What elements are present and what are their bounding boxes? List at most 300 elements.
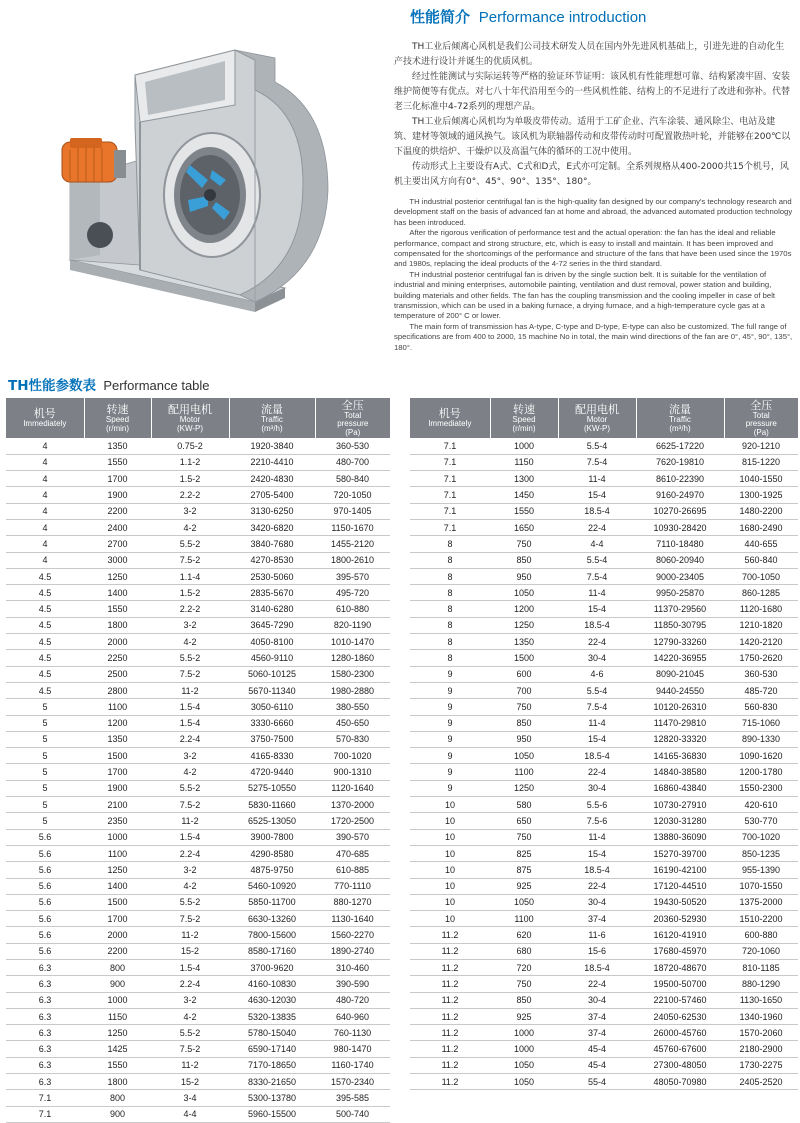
cell-speed: 1000 <box>84 829 151 845</box>
cell-traffic: 8610-22390 <box>636 471 724 487</box>
cell-speed: 1400 <box>84 878 151 894</box>
cell-traffic: 5275-10550 <box>229 780 315 796</box>
cell-traffic: 16860-43840 <box>636 780 724 796</box>
cell-traffic: 16190-42100 <box>636 862 724 878</box>
column-header-cn: 全压 <box>750 398 773 412</box>
cell-machine-no: 8 <box>410 634 490 650</box>
cell-motor: 11-6 <box>558 927 636 943</box>
cell-speed: 1300 <box>490 471 558 487</box>
cell-speed: 3000 <box>84 552 151 568</box>
cell-traffic: 6590-17140 <box>229 1041 315 1057</box>
column-header-en: Speed <box>105 415 130 424</box>
cell-machine-no: 5 <box>6 715 84 731</box>
intro-en-paragraph: TH industrial posterior centrifugal fan is driven by the single suction belt. It is suitable for the ventilation of industrial and mining enterprises, automobile painting, ventilation and dust removal, power station and building, building materials and other fields. The fan has the coupling transmission and the cooling impeller in case of belt transmission, which can be used in a baking furnace, a drying furnace, and a high-temperature cycle gas at a temperature of 200° C or lower. <box>394 269 776 321</box>
cell-pressure: 1455-2120 <box>315 536 390 552</box>
cell-pressure: 900-1310 <box>315 764 390 780</box>
cell-pressure: 530-770 <box>724 813 798 829</box>
cell-pressure: 1375-2000 <box>724 894 798 910</box>
cell-motor: 30-4 <box>558 650 636 666</box>
cell-machine-no: 5 <box>6 813 84 829</box>
cell-speed: 1550 <box>84 1057 151 1073</box>
cell-speed: 1250 <box>84 862 151 878</box>
cell-pressure: 1570-2060 <box>724 1025 798 1041</box>
table-row <box>6 748 390 764</box>
cell-machine-no: 5.6 <box>6 894 84 910</box>
cell-traffic: 45760-67600 <box>636 1041 724 1057</box>
cell-speed: 1700 <box>84 764 151 780</box>
cell-speed: 650 <box>490 813 558 829</box>
centrifugal-fan-image <box>40 30 340 350</box>
cell-machine-no: 9 <box>410 780 490 796</box>
table-row <box>6 519 390 535</box>
cell-traffic: 20360-52930 <box>636 911 724 927</box>
cell-machine-no: 7.1 <box>410 438 490 454</box>
cell-speed: 850 <box>490 715 558 731</box>
cell-motor: 7.5-4 <box>558 699 636 715</box>
cell-machine-no: 9 <box>410 764 490 780</box>
cell-machine-no: 5 <box>6 748 84 764</box>
cell-machine-no: 6.3 <box>6 1074 84 1090</box>
cell-machine-no: 4.5 <box>6 666 84 682</box>
cell-traffic: 12030-31280 <box>636 813 724 829</box>
cell-motor: 37-4 <box>558 1025 636 1041</box>
cell-speed: 1250 <box>490 780 558 796</box>
cell-machine-no: 4 <box>6 471 84 487</box>
cell-motor: 4-2 <box>151 519 229 535</box>
cell-motor: 7.5-2 <box>151 797 229 813</box>
cell-pressure: 560-840 <box>724 552 798 568</box>
cell-pressure: 1010-1470 <box>315 634 390 650</box>
cell-pressure: 390-570 <box>315 829 390 845</box>
cell-motor: 3-2 <box>151 862 229 878</box>
cell-machine-no: 11.2 <box>410 976 490 992</box>
table-row <box>410 487 798 503</box>
cell-speed: 1550 <box>490 503 558 519</box>
column-header-motor <box>151 398 229 438</box>
cell-motor: 7.5-2 <box>151 1041 229 1057</box>
cell-machine-no: 5.6 <box>6 829 84 845</box>
column-header-en: Immediately <box>428 419 472 429</box>
cell-motor: 30-4 <box>558 894 636 910</box>
cell-speed: 1350 <box>84 438 151 454</box>
cell-machine-no: 5 <box>6 764 84 780</box>
table-row <box>6 650 390 666</box>
cell-traffic: 3330-6660 <box>229 715 315 731</box>
cell-traffic: 5460-10920 <box>229 878 315 894</box>
cell-traffic: 10930-28420 <box>636 519 724 535</box>
cell-speed: 2100 <box>84 797 151 813</box>
column-header-speed <box>84 398 151 438</box>
intro-en-paragraph: TH industrial posterior centrifugal fan is the high-quality fan designed by our company's technology research and development staff on the basis of advanced fan at home and abroad, the advanced automated production technology has been introduced. <box>394 197 793 227</box>
cell-traffic: 9440-24550 <box>636 682 724 698</box>
cell-motor: 45-4 <box>558 1057 636 1073</box>
table-row <box>6 715 390 731</box>
cell-traffic: 6630-13260 <box>229 911 315 927</box>
cell-speed: 800 <box>84 1090 151 1106</box>
cell-machine-no: 9 <box>410 731 490 747</box>
cell-motor: 1.5-2 <box>151 585 229 601</box>
cell-pressure: 1560-2270 <box>315 927 390 943</box>
table-row <box>410 536 798 552</box>
table-row <box>410 829 798 845</box>
cell-machine-no: 8 <box>410 601 490 617</box>
table-row <box>410 1074 798 1090</box>
table-row <box>410 519 798 535</box>
cell-motor: 22-4 <box>558 519 636 535</box>
cell-motor: 5.5-2 <box>151 780 229 796</box>
intro-en-paragraph: The main form of transmission has A-type, C-type and D-type, E-type can also be customized. The full range of specifications are from 400 to 2000, 15 machine No in total, the main wind directions of the fan are 0°, 45°, 90°, 135°, 180°. <box>394 321 793 352</box>
table-row <box>6 1106 390 1122</box>
table-row <box>410 894 798 910</box>
column-header-en: pressure <box>337 419 369 429</box>
cell-speed: 1000 <box>490 1041 558 1057</box>
cell-machine-no: 4 <box>6 503 84 519</box>
cell-motor: 7.5-2 <box>151 911 229 927</box>
cell-traffic: 3050-6110 <box>229 699 315 715</box>
table-row <box>6 829 390 845</box>
cell-machine-no: 9 <box>410 666 490 682</box>
column-header-cn: 配用电机 <box>575 403 619 416</box>
performance-table-right <box>410 398 798 1090</box>
table-row <box>6 699 390 715</box>
cell-traffic: 10270-26695 <box>636 503 724 519</box>
cell-motor: 5.5-6 <box>558 797 636 813</box>
cell-motor: 2.2-4 <box>151 845 229 861</box>
cell-speed: 1900 <box>84 487 151 503</box>
column-header-cn: 流量 <box>669 403 691 416</box>
cell-pressure: 880-1290 <box>724 976 798 992</box>
cell-speed: 1500 <box>84 748 151 764</box>
intro-cn-paragraph: TH工业后倾离心风机是我们公司技术研发人员在国内外先进风机基础上，引进先进的自动化生产技术进行设计并诞生的优质风机。 <box>394 42 785 67</box>
cell-motor: 4-6 <box>558 666 636 682</box>
cell-pressure: 1130-1650 <box>724 992 798 1008</box>
cell-motor: 7.5-2 <box>151 552 229 568</box>
cell-machine-no: 4.5 <box>6 601 84 617</box>
cell-speed: 2700 <box>84 536 151 552</box>
table-row <box>410 748 798 764</box>
cell-speed: 620 <box>490 927 558 943</box>
table-row <box>410 976 798 992</box>
cell-traffic: 12790-33260 <box>636 634 724 650</box>
cell-speed: 1050 <box>490 1057 558 1073</box>
cell-motor: 37-4 <box>558 1008 636 1024</box>
cell-traffic: 8090-21045 <box>636 666 724 682</box>
cell-speed: 950 <box>490 568 558 584</box>
intro-cn-text <box>394 40 792 190</box>
cell-motor: 15-4 <box>558 487 636 503</box>
cell-traffic: 5670-11340 <box>229 682 315 698</box>
cell-speed: 1550 <box>84 454 151 470</box>
cell-pressure: 880-1270 <box>315 894 390 910</box>
table-row <box>410 699 798 715</box>
cell-traffic: 14220-36955 <box>636 650 724 666</box>
cell-traffic: 8330-21650 <box>229 1074 315 1090</box>
cell-pressure: 2180-2900 <box>724 1041 798 1057</box>
cell-traffic: 14165-36830 <box>636 748 724 764</box>
cell-traffic: 8580-17160 <box>229 943 315 959</box>
table-row <box>6 862 390 878</box>
table-title-en: Performance table <box>103 378 210 393</box>
cell-machine-no: 5 <box>6 797 84 813</box>
cell-traffic: 19500-50700 <box>636 976 724 992</box>
cell-traffic: 11370-29560 <box>636 601 724 617</box>
cell-pressure: 570-830 <box>315 731 390 747</box>
table-row <box>410 715 798 731</box>
cell-motor: 1.5-4 <box>151 715 229 731</box>
column-header-en: (Pa) <box>753 427 769 437</box>
cell-speed: 1050 <box>490 894 558 910</box>
cell-traffic: 3750-7500 <box>229 731 315 747</box>
cell-pressure: 970-1405 <box>315 503 390 519</box>
column-header-cn: 机号 <box>438 407 461 421</box>
cell-pressure: 1160-1740 <box>315 1057 390 1073</box>
table-row <box>6 1090 390 1106</box>
table-row <box>410 878 798 894</box>
column-header-machine-no <box>6 398 84 438</box>
cell-machine-no: 10 <box>410 829 490 845</box>
cell-machine-no: 4 <box>6 454 84 470</box>
cell-traffic: 19430-50520 <box>636 894 724 910</box>
cell-traffic: 13880-36090 <box>636 829 724 845</box>
cell-pressure: 380-550 <box>315 699 390 715</box>
cell-motor: 2.2-2 <box>151 601 229 617</box>
cell-machine-no: 7.1 <box>410 454 490 470</box>
intro-cn-paragraph: 经过性能测试与实际运转等严格的验证环节证明：该风机有性能理想可靠、结构紧凑牢固、安装维护简便等有优点。对七八十年代沿用至今的一些风机性能、结构上的不足进行了改进和弥补。代替老三化标准中4-72系列的理想产品。 <box>394 72 791 112</box>
cell-speed: 750 <box>490 829 558 845</box>
cell-pressure: 980-1470 <box>315 1041 390 1057</box>
cell-speed: 1150 <box>490 454 558 470</box>
cell-traffic: 2420-4830 <box>229 471 315 487</box>
cell-machine-no: 8 <box>410 617 490 633</box>
cell-traffic: 5830-11660 <box>229 797 315 813</box>
cell-pressure: 1370-2000 <box>315 797 390 813</box>
cell-speed: 1050 <box>490 748 558 764</box>
cell-traffic: 2530-5060 <box>229 568 315 584</box>
cell-motor: 5.5-2 <box>151 894 229 910</box>
cell-pressure: 1730-2275 <box>724 1057 798 1073</box>
cell-pressure: 485-720 <box>724 682 798 698</box>
column-header-en: (m³/h) <box>669 423 691 433</box>
cell-pressure: 820-1190 <box>315 617 390 633</box>
cell-pressure: 700-1050 <box>724 568 798 584</box>
cell-traffic: 4560-9110 <box>229 650 315 666</box>
cell-speed: 1200 <box>490 601 558 617</box>
table-row <box>6 682 390 698</box>
table-row <box>6 927 390 943</box>
cell-traffic: 3420-6820 <box>229 519 315 535</box>
cell-pressure: 600-880 <box>724 927 798 943</box>
column-header-en: Immediately <box>23 419 67 429</box>
column-header-traffic <box>636 398 724 438</box>
cell-machine-no: 11.2 <box>410 927 490 943</box>
performance-table-left <box>6 398 390 1123</box>
table-row <box>6 764 390 780</box>
cell-machine-no: 4 <box>6 536 84 552</box>
cell-traffic: 7620-19810 <box>636 454 724 470</box>
column-header-en: (m³/h) <box>261 423 283 433</box>
cell-speed: 2800 <box>84 682 151 698</box>
cell-motor: 18.5-4 <box>558 503 636 519</box>
cell-traffic: 11470-29810 <box>636 715 724 731</box>
table-row <box>6 1074 390 1090</box>
column-header-en: Motor <box>586 415 608 424</box>
column-header-cn: 全压 <box>341 398 364 412</box>
cell-machine-no: 4.5 <box>6 650 84 666</box>
column-header-en: pressure <box>745 419 777 429</box>
cell-speed: 1650 <box>490 519 558 535</box>
cell-motor: 2.2-2 <box>151 487 229 503</box>
table-row <box>6 976 390 992</box>
column-header-en: Total <box>752 410 770 420</box>
table-row <box>410 682 798 698</box>
cell-motor: 22-4 <box>558 878 636 894</box>
cell-traffic: 4165-8330 <box>229 748 315 764</box>
cell-motor: 5.5-4 <box>558 438 636 454</box>
cell-speed: 875 <box>490 862 558 878</box>
cell-machine-no: 9 <box>410 748 490 764</box>
cell-pressure: 760-1130 <box>315 1025 390 1041</box>
cell-pressure: 1130-1640 <box>315 911 390 927</box>
cell-machine-no: 11.2 <box>410 1008 490 1024</box>
cell-speed: 580 <box>490 797 558 813</box>
cell-machine-no: 7.1 <box>410 519 490 535</box>
cell-pressure: 1420-2120 <box>724 634 798 650</box>
cell-pressure: 770-1110 <box>315 878 390 894</box>
cell-traffic: 6525-13050 <box>229 813 315 829</box>
cell-traffic: 5300-13780 <box>229 1090 315 1106</box>
cell-speed: 1050 <box>490 585 558 601</box>
cell-pressure: 360-530 <box>315 438 390 454</box>
cell-motor: 3-2 <box>151 503 229 519</box>
cell-pressure: 480-720 <box>315 992 390 1008</box>
cell-machine-no: 11.2 <box>410 992 490 1008</box>
cell-motor: 4-4 <box>558 536 636 552</box>
cell-machine-no: 5.6 <box>6 845 84 861</box>
table-title-cn: TH性能参数表 <box>8 378 97 394</box>
table-row <box>6 454 390 470</box>
cell-motor: 3-2 <box>151 992 229 1008</box>
column-header-pressure <box>724 398 798 438</box>
cell-machine-no: 5.6 <box>6 911 84 927</box>
table-row <box>410 731 798 747</box>
column-header-en: Traffic <box>669 415 691 424</box>
cell-traffic: 22100-57460 <box>636 992 724 1008</box>
cell-pressure: 810-1185 <box>724 960 798 976</box>
cell-pressure: 860-1285 <box>724 585 798 601</box>
cell-traffic: 12820-33320 <box>636 731 724 747</box>
cell-speed: 850 <box>490 992 558 1008</box>
cell-machine-no: 5 <box>6 780 84 796</box>
cell-pressure: 2405-2520 <box>724 1074 798 1090</box>
cell-traffic: 1920-3840 <box>229 438 315 454</box>
cell-speed: 1250 <box>84 568 151 584</box>
table-row <box>410 960 798 976</box>
cell-speed: 950 <box>490 731 558 747</box>
cell-motor: 7.5-6 <box>558 813 636 829</box>
cell-pressure: 1340-1960 <box>724 1008 798 1024</box>
cell-speed: 1100 <box>490 764 558 780</box>
column-header-en: (r/min) <box>105 423 130 433</box>
cell-machine-no: 8 <box>410 552 490 568</box>
cell-speed: 1425 <box>84 1041 151 1057</box>
cell-machine-no: 7.1 <box>6 1106 84 1122</box>
cell-motor: 11-4 <box>558 585 636 601</box>
cell-speed: 1000 <box>490 1025 558 1041</box>
cell-speed: 1100 <box>84 845 151 861</box>
cell-traffic: 48050-70980 <box>636 1074 724 1090</box>
table-row <box>410 943 798 959</box>
cell-traffic: 16120-41910 <box>636 927 724 943</box>
cell-motor: 18.5-4 <box>558 960 636 976</box>
cell-machine-no: 7.1 <box>410 471 490 487</box>
column-header-speed <box>490 398 558 438</box>
cell-motor: 22-4 <box>558 634 636 650</box>
cell-motor: 30-4 <box>558 992 636 1008</box>
table-row <box>410 845 798 861</box>
cell-machine-no: 11.2 <box>410 1074 490 1090</box>
cell-motor: 5.5-4 <box>558 682 636 698</box>
column-header-cn: 转速 <box>106 403 129 416</box>
cell-motor: 11-4 <box>558 471 636 487</box>
cell-machine-no: 10 <box>410 797 490 813</box>
cell-traffic: 2835-5670 <box>229 585 315 601</box>
table-row <box>410 471 798 487</box>
cell-pressure: 700-1020 <box>315 748 390 764</box>
cell-traffic: 2210-4410 <box>229 454 315 470</box>
cell-pressure: 955-1390 <box>724 862 798 878</box>
cell-pressure: 1750-2620 <box>724 650 798 666</box>
cell-speed: 1100 <box>490 911 558 927</box>
table-row <box>6 487 390 503</box>
cell-machine-no: 8 <box>410 585 490 601</box>
cell-pressure: 715-1060 <box>724 715 798 731</box>
cell-pressure: 1680-2490 <box>724 519 798 535</box>
cell-traffic: 9000-23405 <box>636 568 724 584</box>
column-header-en: (KW-P) <box>176 423 204 433</box>
table-row <box>410 780 798 796</box>
cell-motor: 4-2 <box>151 634 229 650</box>
cell-pressure: 1200-1780 <box>724 764 798 780</box>
cell-motor: 15-4 <box>558 845 636 861</box>
table-row <box>6 1025 390 1041</box>
cell-pressure: 1040-1550 <box>724 471 798 487</box>
table-row <box>6 992 390 1008</box>
cell-motor: 3-2 <box>151 617 229 633</box>
cell-pressure: 480-700 <box>315 454 390 470</box>
cell-speed: 1800 <box>84 1074 151 1090</box>
cell-speed: 750 <box>490 976 558 992</box>
cell-speed: 925 <box>490 1008 558 1024</box>
cell-speed: 2000 <box>84 634 151 650</box>
column-header-en: Traffic <box>261 415 283 424</box>
intro-en-text <box>394 197 794 353</box>
cell-motor: 11-2 <box>151 813 229 829</box>
intro-title <box>410 6 646 27</box>
cell-speed: 720 <box>490 960 558 976</box>
cell-motor: 11-2 <box>151 927 229 943</box>
cell-machine-no: 11.2 <box>410 1057 490 1073</box>
column-header-en: (Pa) <box>345 427 361 437</box>
cell-traffic: 18720-48670 <box>636 960 724 976</box>
cell-machine-no: 7.1 <box>410 487 490 503</box>
cell-motor: 18.5-4 <box>558 748 636 764</box>
table-row <box>6 813 390 829</box>
column-header-en: (KW-P) <box>583 423 611 433</box>
cell-motor: 5.5-2 <box>151 1025 229 1041</box>
cell-pressure: 1550-2300 <box>724 780 798 796</box>
cell-speed: 925 <box>490 878 558 894</box>
intro-title-en: Performance introduction <box>478 9 647 26</box>
